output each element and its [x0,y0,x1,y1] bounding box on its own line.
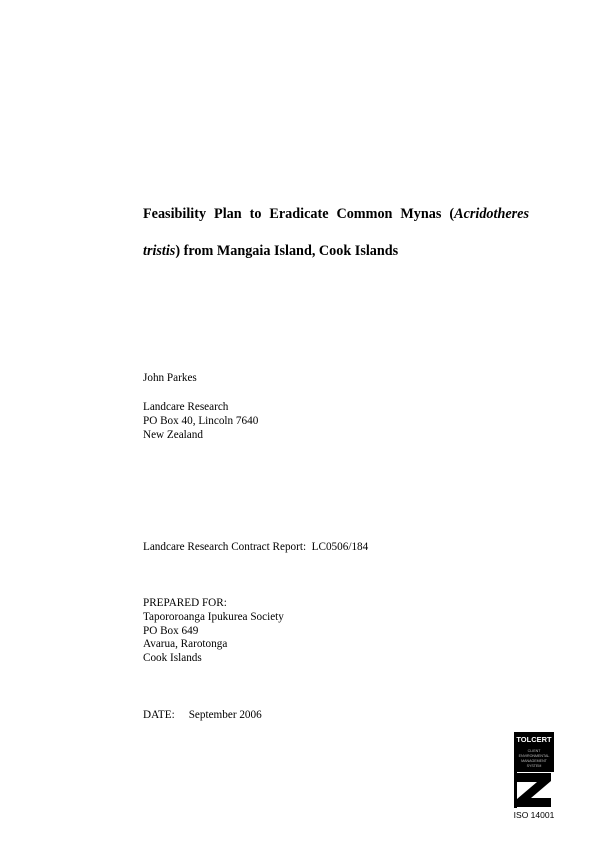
title-species-epithet: tristis [143,243,176,259]
report-number-block [143,541,368,555]
logo-text-line: MANAGEMENT [521,759,547,763]
affiliation-line: Landcare Research [143,401,229,413]
iso-certification-mark [509,732,559,826]
affiliation-line: New Zealand [143,428,203,441]
date-block [143,709,262,723]
date-label: DATE: [143,709,175,721]
prepared-for-line: Cook Islands [143,652,202,665]
logo-text-line: TOLCERT [516,735,552,744]
logo-text-line: ENVIRONMENTAL [518,754,550,758]
author-name: John Parkes [143,372,197,384]
prepared-for-line: Tapororoanga Ipukurea Society [143,610,284,623]
iso-caption: ISO 14001 [513,810,555,820]
title-species-genus: Acridotheres [454,206,529,222]
affiliation-block [143,401,258,442]
title-text-part1: Feasibility Plan to Eradicate Common Mynas ( [143,206,455,222]
prepared-for-line: Avarua, Rarotonga [143,638,228,651]
report-title [143,196,529,270]
affiliation-line: PO Box 40, Lincoln 7640 [143,414,259,427]
prepared-for-heading: PREPARED FOR: [143,597,227,609]
author-block [143,372,197,386]
tolcert-logo-icon [514,732,554,808]
prepared-for-block [143,597,284,666]
date-value: September 2006 [188,709,262,721]
prepared-for-line: PO Box 649 [143,624,199,637]
logo-text-line: SYSTEM [526,764,542,768]
title-text-part2: ) from Mangaia Island, Cook Islands [175,243,399,259]
logo-text-line: CLIENT [527,749,541,753]
contract-report-number: Landcare Research Contract Report: LC0506/184 [143,541,369,553]
